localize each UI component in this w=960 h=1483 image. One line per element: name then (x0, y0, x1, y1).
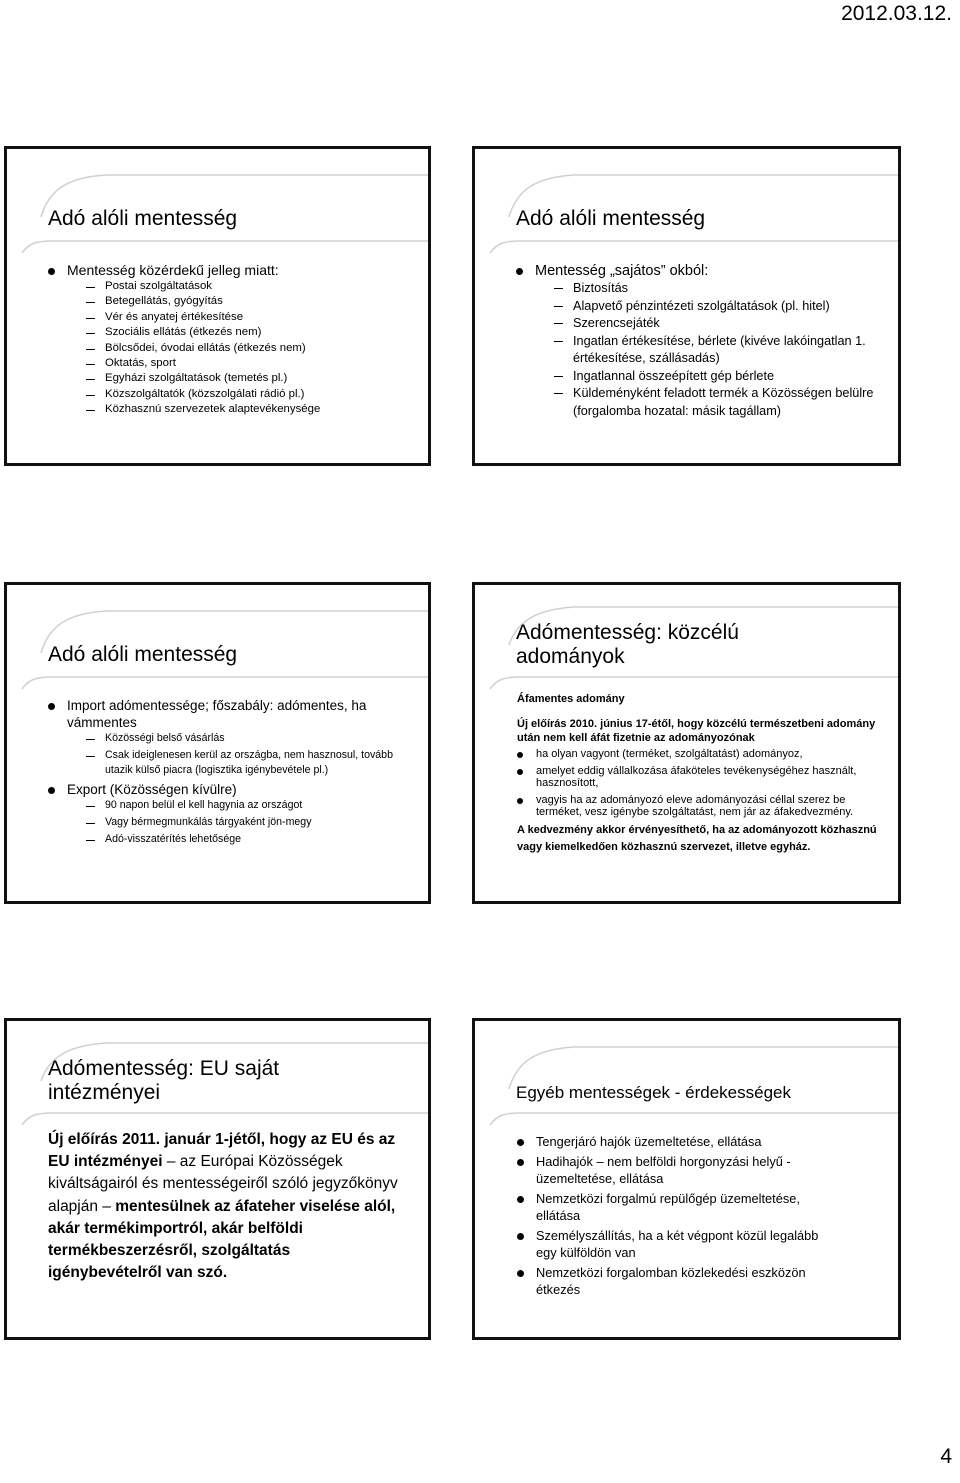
closing-paragraph: A kedvezmény akkor érvényesíthető, ha az adományozott közhasznú vagy kiemelkedően közhasznú szervezet, illetve egyház. (517, 824, 877, 853)
sub-item: 90 napon belül el kell hagynia az országot (67, 798, 414, 813)
bullet-item: Mentesség „sajátos” okból: Biztosítás Alapvető pénzintézeti szolgáltatások (pl. hitel) Szerencsejáték Ingatlan értékesítése, bérlete (kivéve lakóingatlan 1. értékesítése, szállásadás) Ingatlannal összeépített gép bérlete Küldeményként feladott termék a Közösségen belülre (forgalomba hozatal: másik tagállam) (516, 262, 884, 420)
bullet-item: Mentesség közérdekű jelleg miatt: Postai szolgáltatások Betegellátás, gyógyítás Vér és anyatej értékesítése Szociális ellátás (étkezés nem) Bölcsődei, óvodai ellátás (étkezés nem) Oktatás, sport Egyházi szolgáltatások (temetés pl.) Közszolgáltatók (közszolgálati rádió pl.) Közhasznú szervezetek alaptevékenysége (48, 262, 414, 418)
body-paragraph: Új előírás 2011. január 1-jétől, hogy az EU és az EU intézményei – az Európai Közösségek kiváltságairól és mentességeiről szóló jegyzőkönyv alapján – mentesülnek az áfateher viselése alól, akár termékimportról, akár belföldi termékbeszerzésről, szolgáltatás igénybevételről van szó. (48, 1131, 398, 1282)
slide-3 (4, 582, 431, 904)
slide-1 (4, 146, 431, 466)
sub-item: Ingatlannal összeépített gép bérlete (535, 368, 884, 386)
sub-item: Ingatlan értékesítése, bérlete (kivéve lakóingatlan 1. értékesítése, szállásadás) (535, 333, 884, 368)
sub-item: Biztosítás (535, 280, 884, 298)
bullet-item: Hadihajók – nem belföldi horgonyzási helyű - üzemeltetése, ellátása (517, 1153, 838, 1187)
bullet-item: ha olyan vagyont (terméket, szolgáltatást) adományoz, (517, 749, 884, 761)
sub-item: Közösségi belső vásárlás (67, 731, 414, 746)
sub-item: Közhasznú szervezetek alaptevékenysége (67, 402, 414, 417)
bullet-item: Személyszállítás, ha a két végpont közül legalább egy külföldön van (517, 1227, 838, 1261)
intro-paragraph: Új előírás 2010. június 17-étől, hogy közcélú természetbeni adomány után nem kell áfát fizetnie az adományozónak (517, 717, 876, 744)
slide-2 (472, 146, 901, 466)
slide-body (48, 1129, 398, 1284)
bullet-item: Import adómentessége; főszabály: adómentes, ha vámmentes Közösségi belső vásárlás Csak ideiglenesen kerül az országba, nem hasznosul, tovább utazik külső piacra (logisztika igénybevétele pl.) (48, 697, 414, 778)
bullet-item: amelyet eddig vállalkozása áfaköteles tevékenységéhez használt, hasznosított, (517, 766, 884, 789)
sub-item: Bölcsődei, óvodai ellátás (étkezés nem) (67, 341, 414, 356)
slide-title: Adómentesség: EU saját intézményei (48, 1057, 280, 1104)
sub-item: Egyházi szolgáltatások (temetés pl.) (67, 371, 414, 386)
sub-item: Csak ideiglenesen kerül az országba, nem hasznosul, tovább utazik külső piacra (logisztika igénybevétele pl.) (67, 748, 414, 778)
sub-item: Vagy bérmegmunkálás tárgyaként jön-megy (67, 815, 414, 830)
sub-item: Oktatás, sport (67, 356, 414, 371)
slide-title: Egyéb mentességek - érdekességek (516, 1083, 791, 1102)
sub-item: Postai szolgáltatások (67, 279, 414, 294)
slide-body (48, 697, 414, 850)
page-date: 2012.03.12. (841, 2, 952, 25)
sub-item: Alapvető pénzintézeti szolgáltatások (pl. hitel) (535, 298, 884, 316)
slide-heading: Áfamentes adomány (517, 693, 625, 705)
slide-title: Adó alóli mentesség (48, 207, 238, 230)
sub-item: Szerencsejáték (535, 315, 884, 333)
bullet-item: Nemzetközi forgalomban közlekedési eszközön étkezés (517, 1264, 838, 1298)
slide-4 (472, 582, 901, 904)
slide-body (517, 1133, 838, 1301)
sub-item: Közszolgáltatók (közszolgálati rádió pl.) (67, 387, 414, 402)
bullet-item: Export (Közösségen kívülre) 90 napon belül el kell hagynia az országot Vagy bérmegmunkálás tárgyaként jön-megy Adó-visszatérítés lehetősége (48, 781, 414, 847)
sub-item: Küldeményként feladott termék a Közösségen belülre (forgalomba hozatal: másik tagállam) (535, 385, 884, 420)
slide-6 (472, 1018, 901, 1340)
sub-item: Vér és anyatej értékesítése (67, 310, 414, 325)
slide-title: Adómentesség: közcélú adományok (516, 621, 739, 668)
slide-title: Adó alóli mentesség (516, 207, 706, 230)
slide-body (517, 692, 884, 855)
bullet-item: Tengerjáró hajók üzemeltetése, ellátása (517, 1133, 838, 1150)
bullet-item: vagyis ha az adományozó eleve adományozási céllal szerez be terméket, vesz igénybe szolgáltatást, nem jár az áfakedvezmény. (517, 795, 884, 818)
sub-item: Betegellátás, gyógyítás (67, 294, 414, 309)
slide-body (48, 262, 414, 418)
sub-item: Szociális ellátás (étkezés nem) (67, 325, 414, 340)
slide-body (516, 262, 884, 420)
bullet-item: Nemzetközi forgalmú repülőgép üzemeltetése, ellátása (517, 1190, 838, 1224)
sub-item: Adó-visszatérítés lehetősége (67, 832, 414, 847)
slide-title: Adó alóli mentesség (48, 643, 238, 666)
slide-5 (4, 1018, 431, 1340)
page-number: 4 (940, 1445, 952, 1468)
